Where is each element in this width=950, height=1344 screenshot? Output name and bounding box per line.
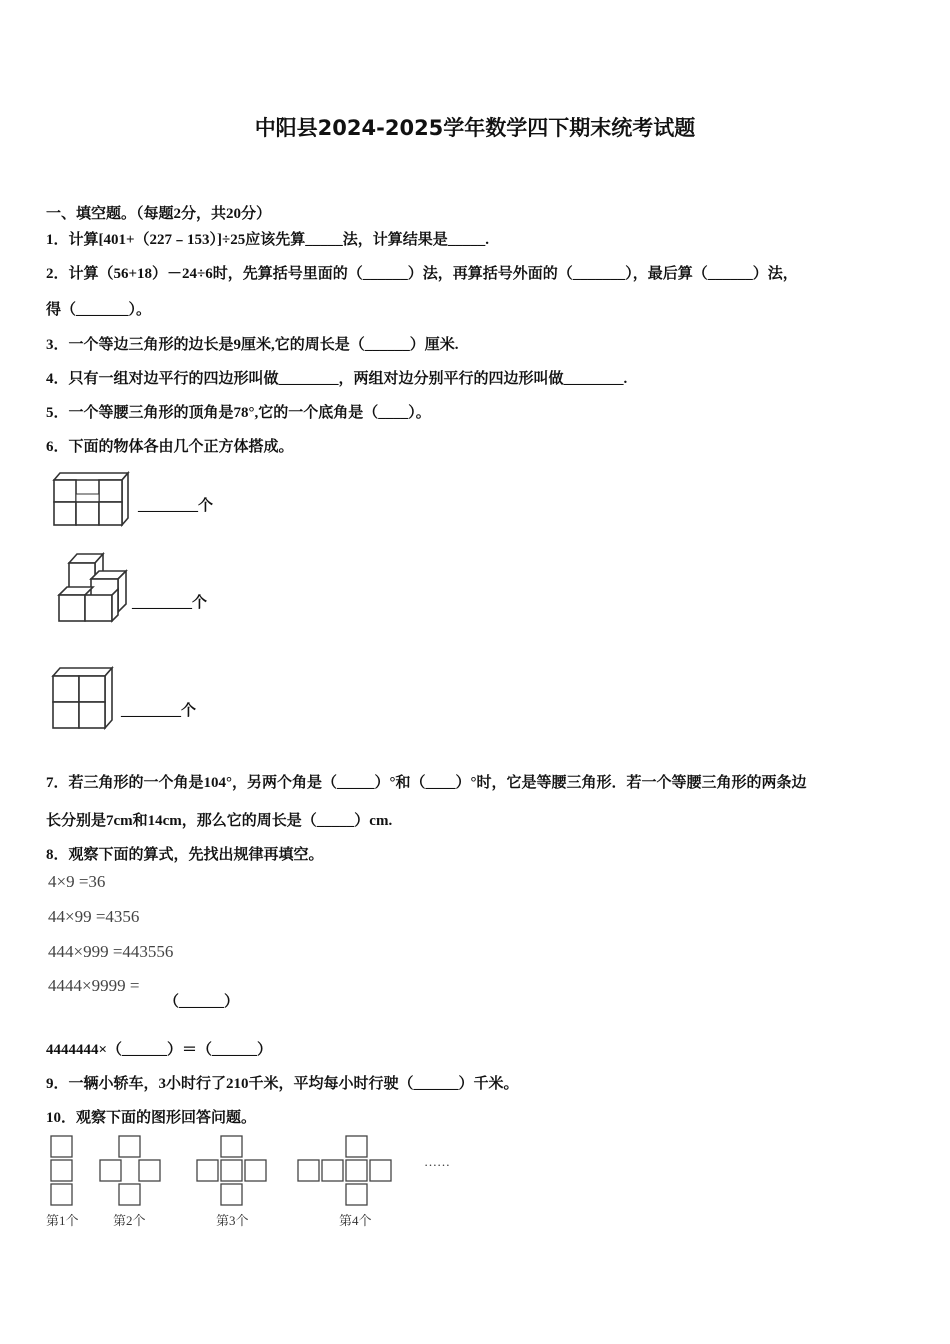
cube-figure-2	[55, 551, 135, 626]
q6-answer-2: ________个	[132, 595, 208, 611]
q10-label-4: 第4个	[339, 1213, 372, 1228]
cube-figure-1	[50, 470, 135, 530]
question-10: 10．观察下面的图形回答问题。	[46, 1110, 257, 1126]
q8-equation-1: 4×9 =36	[48, 872, 106, 891]
question-3: 3．一个等边三角形的边长是9厘米,它的周长是（______）厘米.	[46, 337, 459, 353]
q8-answer-blank: （______）	[164, 994, 240, 1010]
question-2: 2．计算（56+18）－24÷6时，先算括号里面的（______）法，再算括号外面的（_______），最后算（______）法，	[46, 266, 798, 282]
question-5: 5．一个等腰三角形的顶角是78°,它的一个底角是（____）。	[46, 405, 431, 421]
q10-label-3: 第3个	[216, 1213, 249, 1228]
q10-ellipsis: ……	[424, 1154, 450, 1169]
q8-last-line: 4444444×（______）＝（______）	[46, 1042, 273, 1058]
question-8: 8．观察下面的算式，先找出规律再填空。	[46, 847, 324, 863]
q8-equation-3: 444×999 =443556	[48, 942, 174, 961]
question-7-continued: 长分别是7cm和14cm，那么它的周长是（_____）cm.	[46, 813, 393, 829]
q10-label-2: 第2个	[113, 1213, 146, 1228]
section-heading: 一、填空题。（每题2分，共20分）	[46, 206, 272, 222]
q6-answer-1: ________个	[138, 498, 214, 514]
q10-pattern-figures	[46, 1133, 446, 1208]
q8-equation-2: 44×99 =4356	[48, 907, 140, 926]
cube-figure-3	[50, 664, 120, 734]
question-7: 7．若三角形的一个角是104°，另两个角是（_____）°和（____）°时，它是等腰三角形．若一个等腰三角形的两条边	[46, 775, 807, 791]
q6-answer-3: ________个	[121, 703, 197, 719]
question-2-continued: 得（_______）。	[46, 302, 152, 318]
page-title: 中阳县2024-2025学年数学四下期末统考试题	[254, 116, 696, 140]
q8-equation-4: 4444×9999 =	[48, 976, 140, 995]
question-9: 9．一辆小轿车，3小时行了210千米，平均每小时行驶（______）千米。	[46, 1076, 519, 1092]
q10-label-1: 第1个	[46, 1213, 79, 1228]
question-6: 6．下面的物体各由几个正方体搭成。	[46, 439, 294, 455]
question-1: 1．计算[401+（227﹣153）]÷25应该先算_____法，计算结果是_____.	[46, 232, 490, 248]
question-4: 4．只有一组对边平行的四边形叫做________，两组对边分别平行的四边形叫做________.	[46, 371, 628, 387]
